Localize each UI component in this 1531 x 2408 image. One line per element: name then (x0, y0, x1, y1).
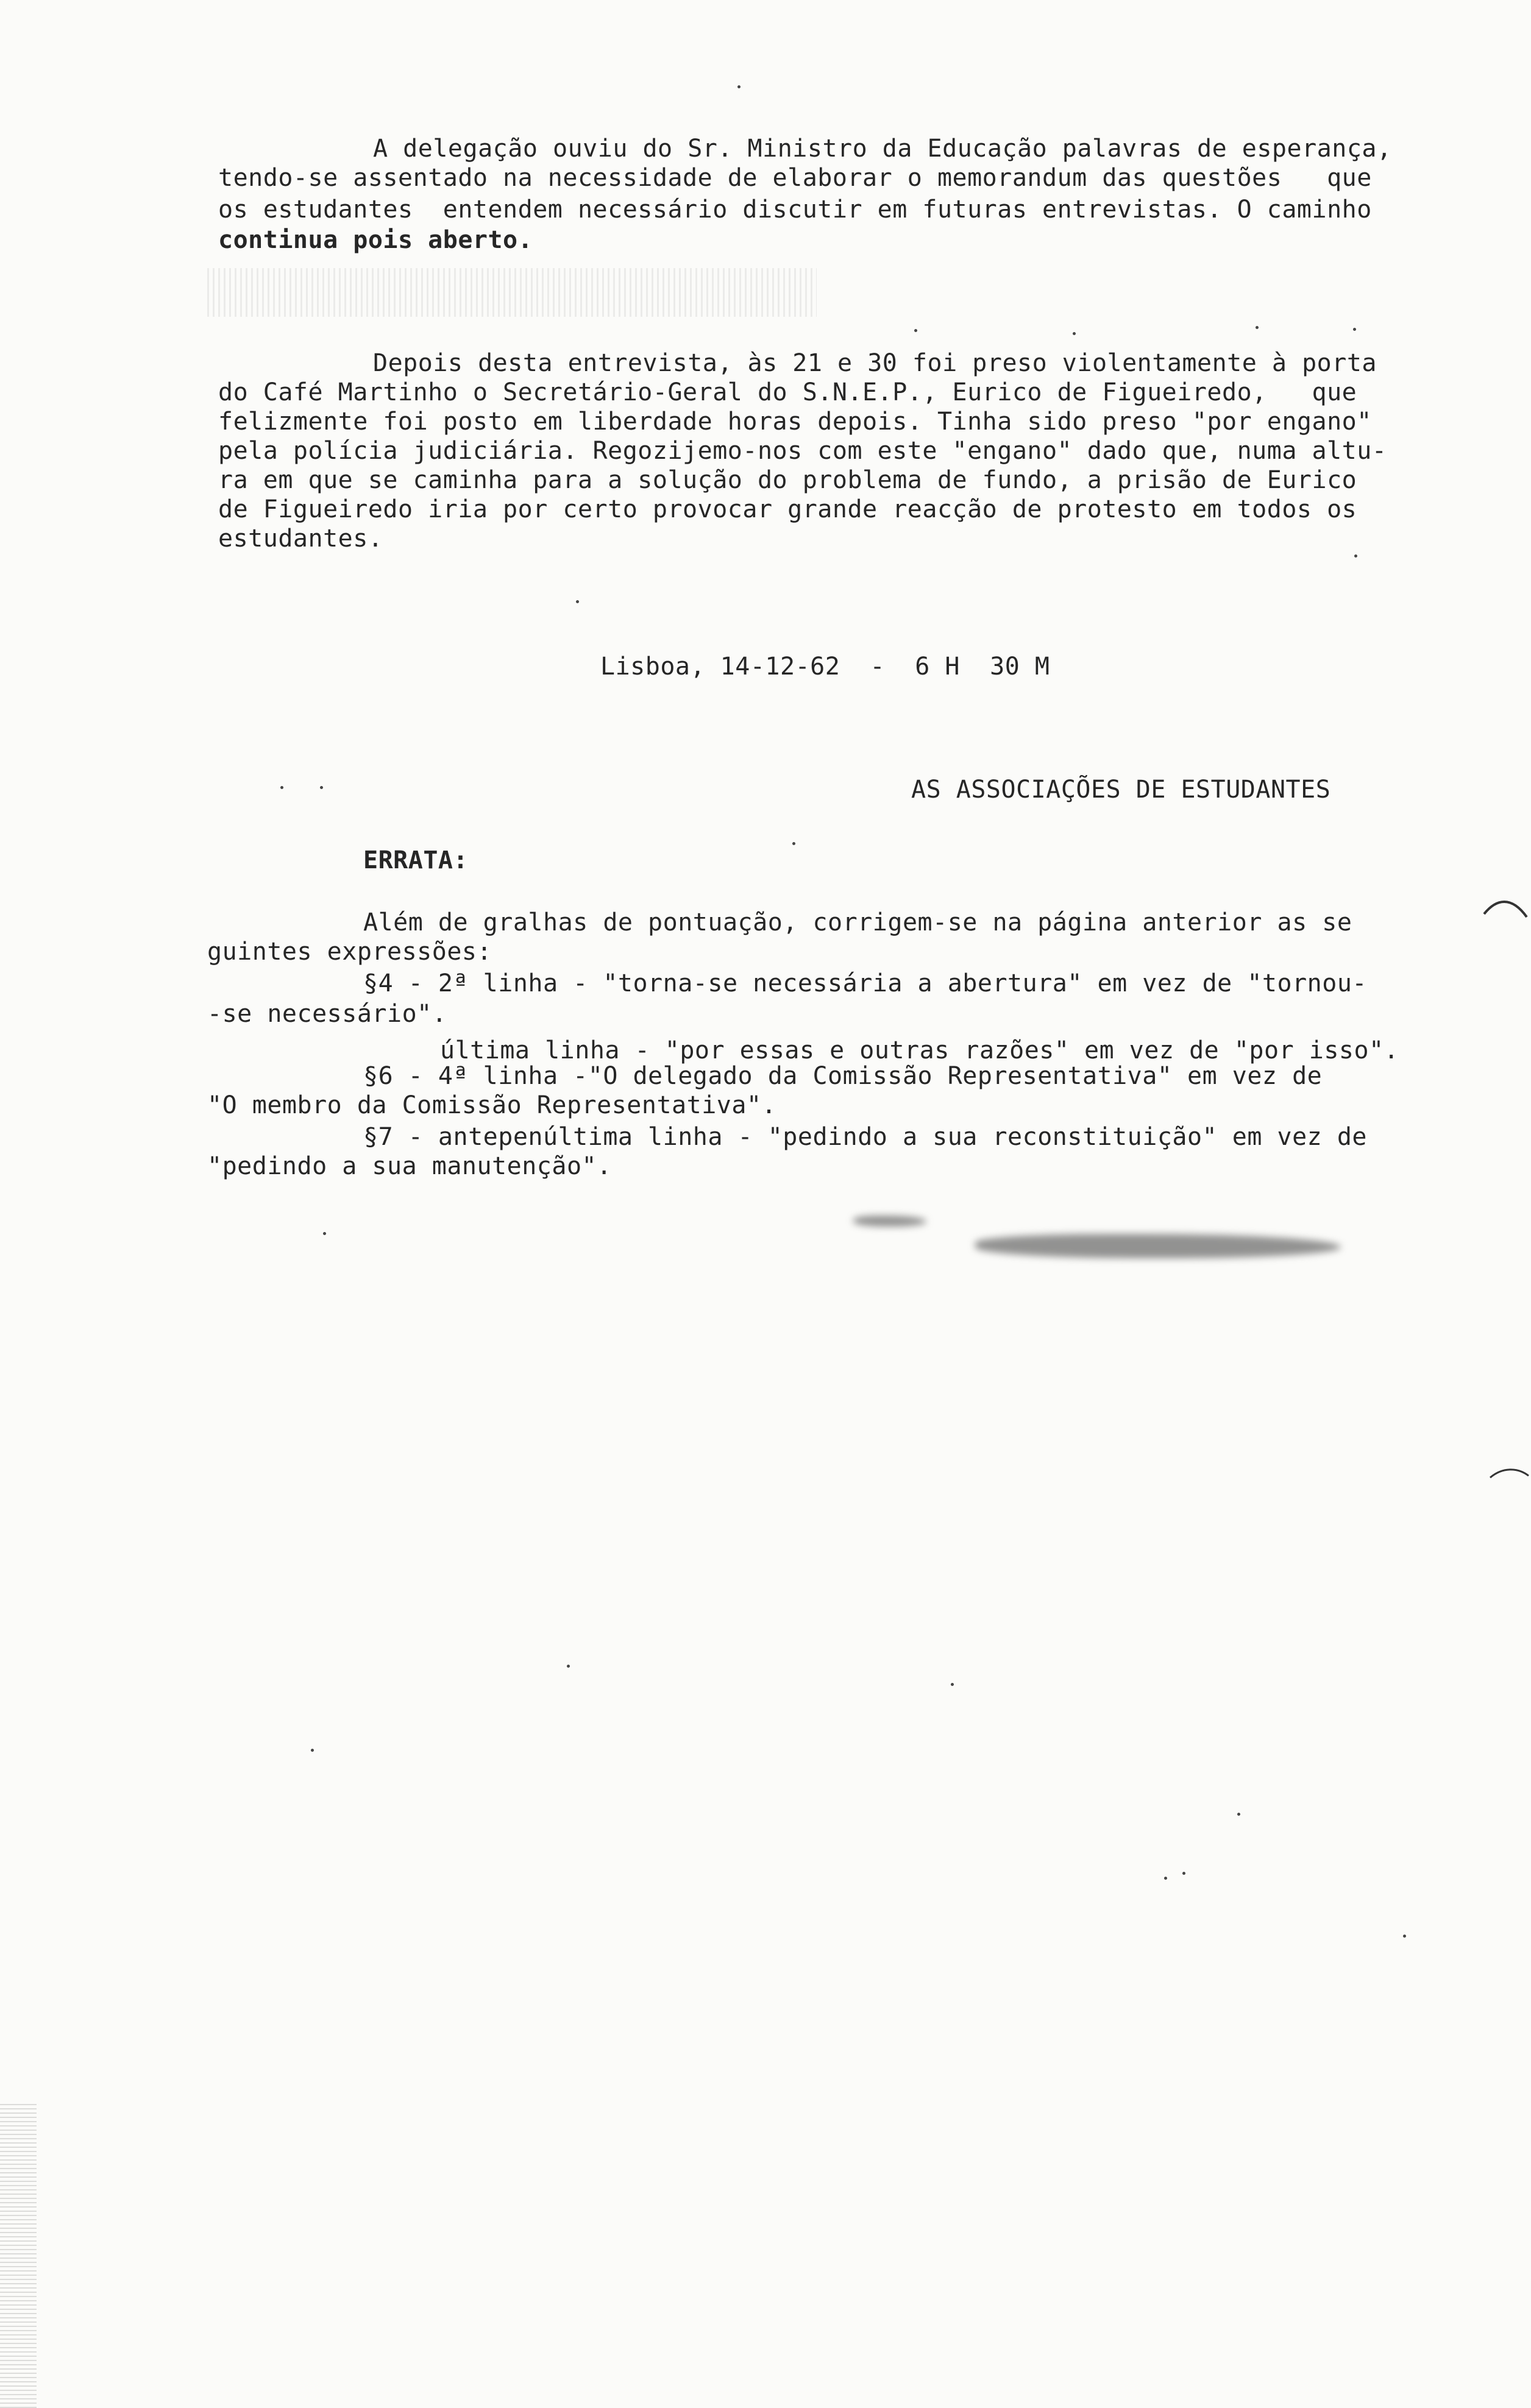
scan-edge-noise (0, 2103, 37, 2408)
dust-speck (951, 1683, 954, 1686)
dust-speck (311, 1749, 314, 1752)
paragraph1-line2: tendo-se assentado na necessidade de elaborar o memorandum das questões que (218, 164, 1372, 192)
edge-curve-mark-bottom (1487, 1462, 1531, 1487)
dust-speck (914, 329, 917, 332)
errata-item4-line1: §7 - antepenúltima linha - "pedindo a sua reconstituição" em vez de (363, 1123, 1367, 1151)
paragraph1-line1: A delegação ouviu do Sr. Ministro da Educação palavras de esperança, (373, 135, 1392, 163)
dust-speck (1164, 1877, 1167, 1880)
paragraph2-line3: felizmente foi posto em liberdade horas depois. Tinha sido preso "por engano" (218, 408, 1372, 436)
edge-curve-mark-top (1481, 890, 1531, 932)
dust-speck (320, 786, 323, 789)
paragraph2-line4: pela polícia judiciária. Regozijemo-nos com este "engano" dado que, numa altu- (218, 437, 1387, 465)
dust-speck (576, 600, 579, 603)
dust-speck (280, 786, 283, 789)
dust-speck (1353, 328, 1356, 331)
errata-item1-line1: §4 - 2ª linha - "torna-se necessária a abertura" em vez de "tornou- (363, 969, 1367, 997)
errata-intro-line2: guintes expressões: (207, 938, 492, 966)
paragraph1-line4: continua pois aberto. (218, 226, 533, 254)
paragraph2-line2: do Café Martinho o Secretário-Geral do S.N.E.P., Eurico de Figueiredo, que (218, 378, 1357, 406)
signature: AS ASSOCIAÇÕES DE ESTUDANTES (911, 776, 1331, 804)
errata-item4-line2: "pedindo a sua manutenção". (207, 1152, 612, 1180)
paragraph1-line3: os estudantes entendem necessário discutir em futuras entrevistas. O caminho (218, 196, 1372, 224)
errata-item2-line1: última linha - "por essas e outras razões" em vez de "por isso". (440, 1036, 1399, 1064)
dust-speck (1182, 1872, 1185, 1875)
ink-smudge-small (853, 1216, 926, 1227)
dust-speck (792, 842, 795, 845)
paragraph2-line7: estudantes. (218, 525, 383, 553)
dust-speck (1403, 1935, 1406, 1938)
ink-smudge-large (975, 1234, 1341, 1258)
paragraph2-line5: ra em que se caminha para a solução do problema de fundo, a prisão de Eurico (218, 466, 1357, 494)
paragraph2-line6: de Figueiredo iria por certo provocar grande reacção de protesto em todos os (218, 495, 1357, 523)
dateline: Lisboa, 14-12-62 - 6 H 30 M (600, 653, 1050, 681)
errata-item3-line1: §6 - 4ª linha -"O delegado da Comissão Representativa" em vez de (363, 1062, 1323, 1090)
dust-speck (1256, 326, 1259, 329)
dust-speck (567, 1665, 570, 1668)
paragraph2-line1: Depois desta entrevista, às 21 e 30 foi preso violentamente à porta (373, 349, 1377, 377)
scan-artifact-band (207, 268, 817, 317)
dust-speck (1073, 332, 1076, 335)
errata-heading: ERRATA: (363, 846, 469, 874)
errata-intro-line1: Além de gralhas de pontuação, corrigem-se na página anterior as se (363, 908, 1352, 937)
dust-speck (1354, 554, 1357, 558)
errata-item3-line2: "O membro da Comissão Representativa". (207, 1091, 777, 1119)
dust-speck (1237, 1813, 1240, 1816)
errata-item1-line2: -se necessário". (207, 1000, 447, 1028)
dust-speck (323, 1232, 326, 1235)
dust-speck (737, 85, 741, 88)
